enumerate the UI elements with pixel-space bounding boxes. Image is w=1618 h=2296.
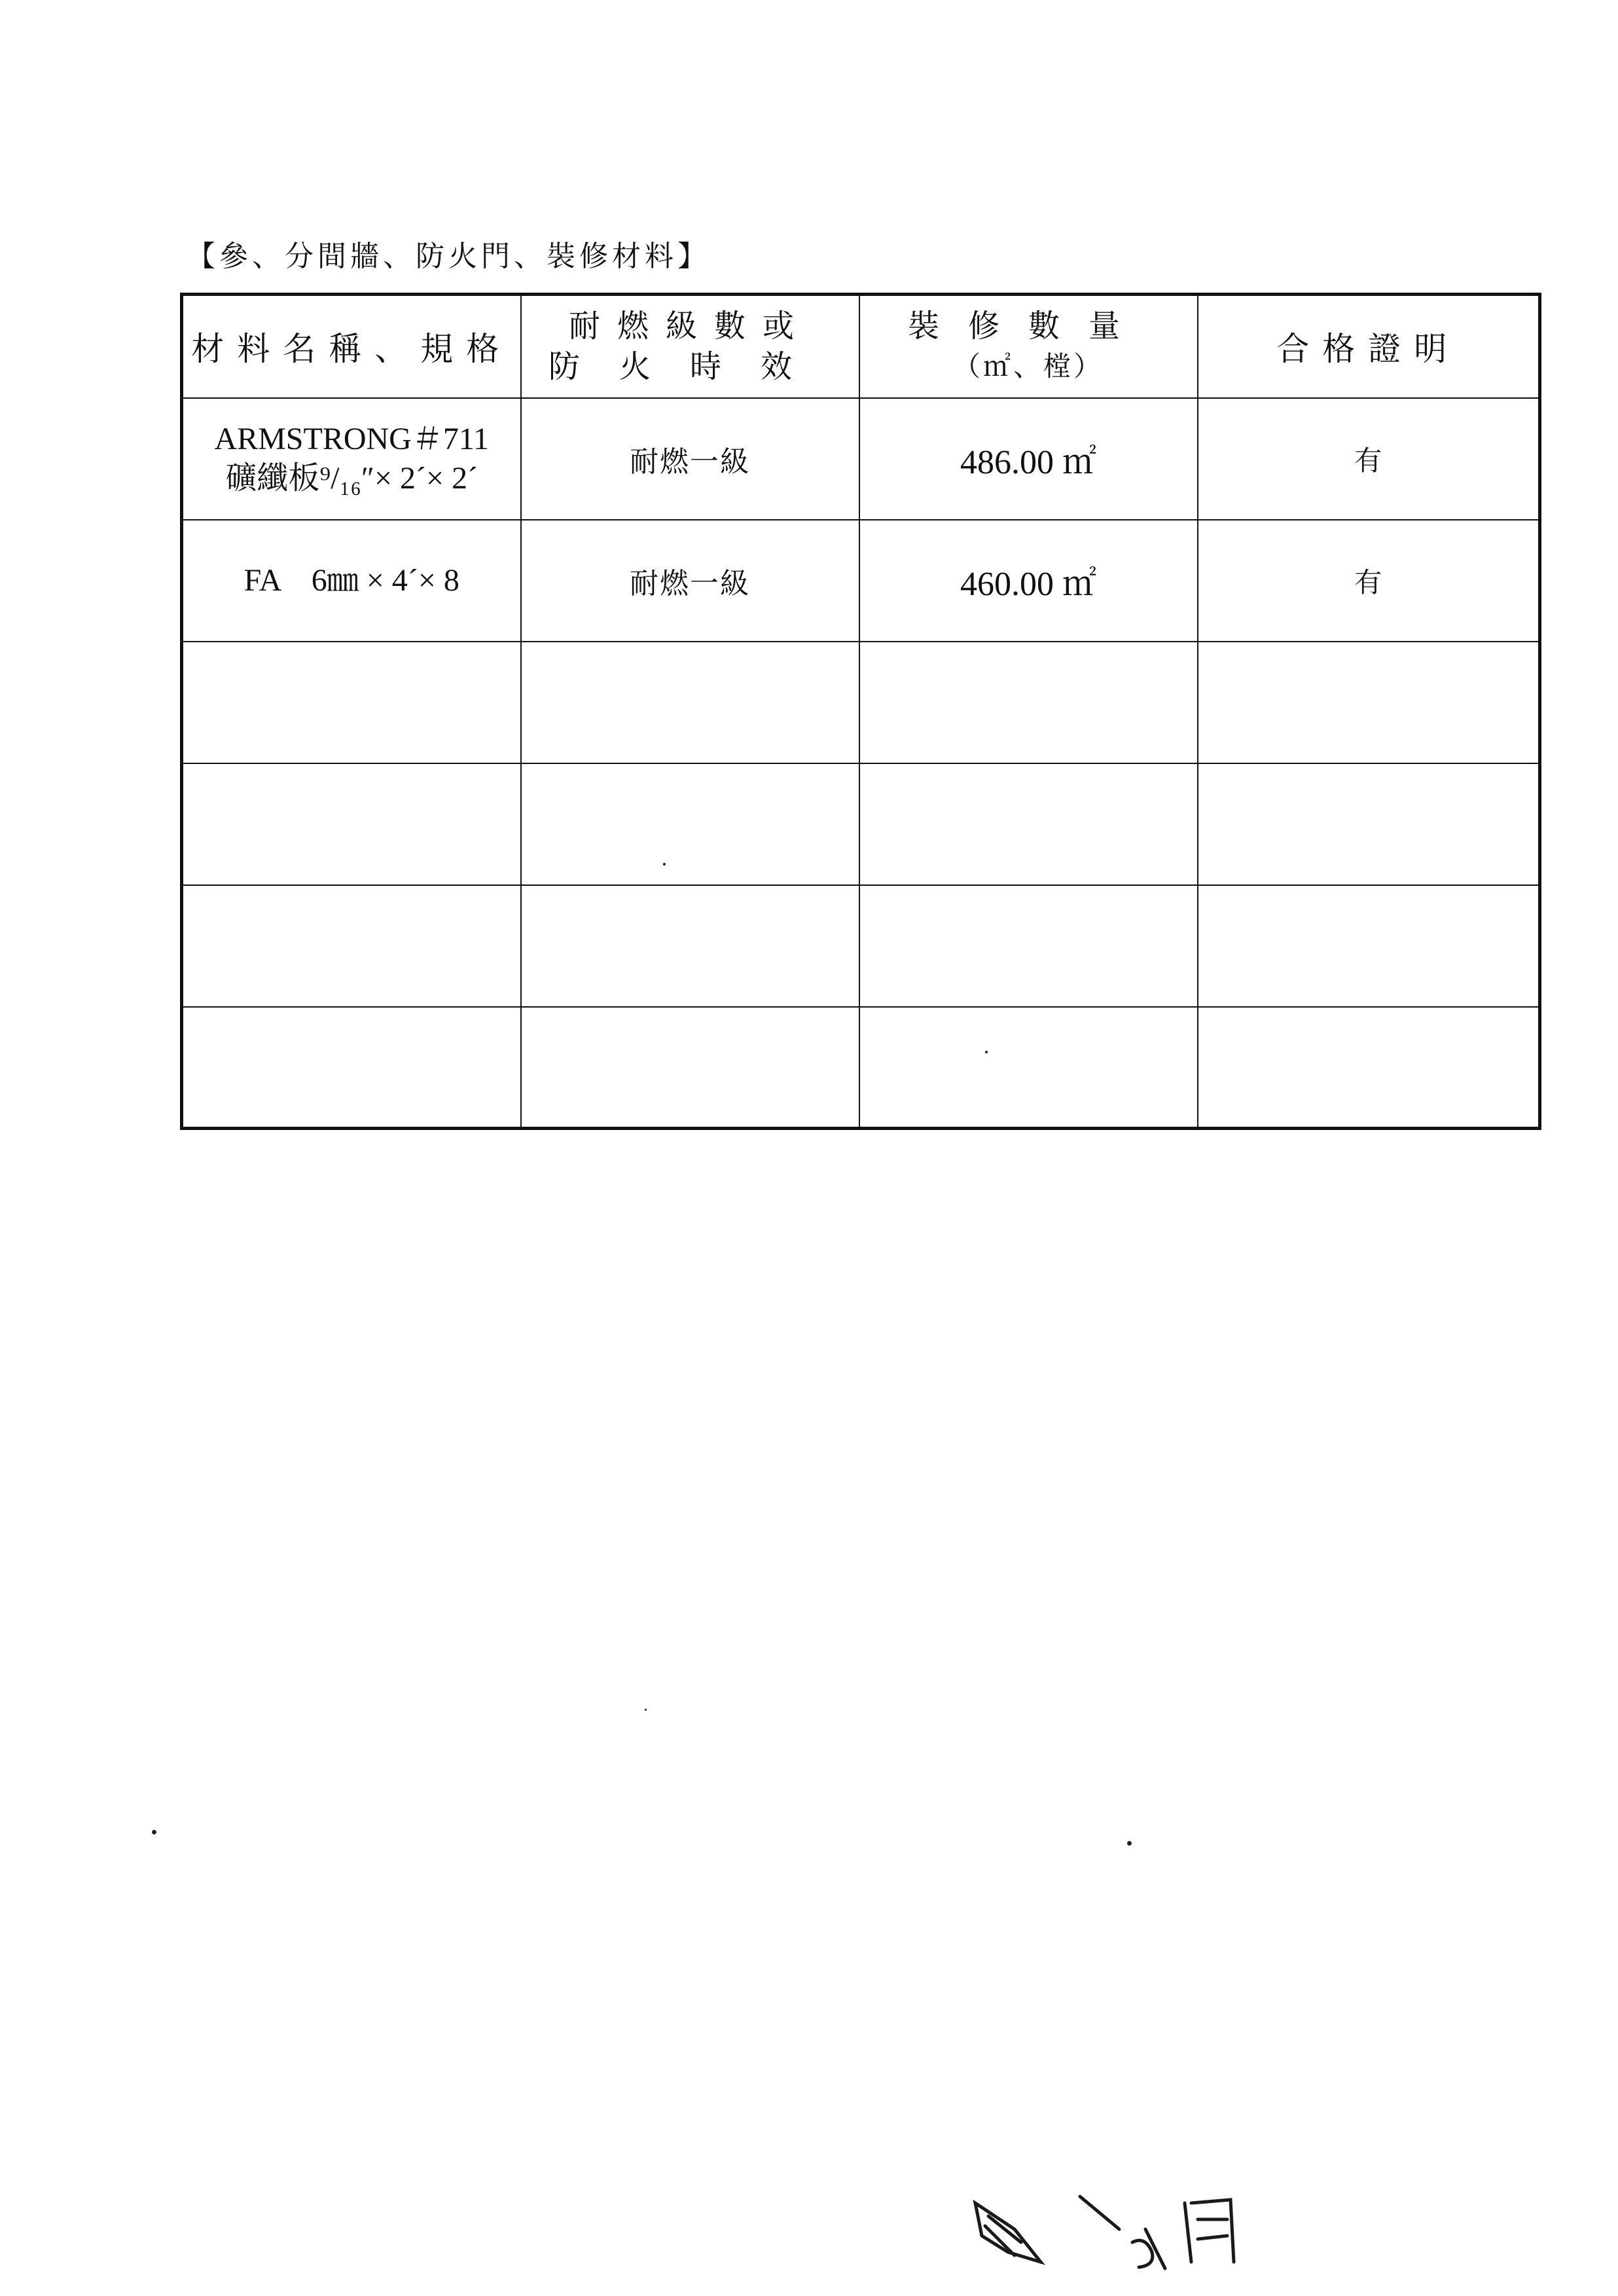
cell-quantity: 460.00 ㎡ (859, 520, 1198, 642)
section-title: 【參、分間牆、防火門、裝修材料】 (187, 240, 710, 273)
table-header-row (182, 295, 1540, 398)
header-fire-grade-line1: 耐燃級數或 (568, 308, 811, 345)
cell-quantity (859, 642, 1198, 763)
table-row (182, 1007, 1540, 1129)
cell-quantity (859, 763, 1198, 885)
table-row (182, 885, 1540, 1007)
table-row (182, 520, 1540, 642)
cell-material-name: ARMSTRONG＃711 礦纖板⁹/₁₆″× 2´× 2´ (182, 398, 521, 520)
table-row (182, 398, 1540, 520)
cell-fire-grade (521, 885, 859, 1007)
cell-fire-grade: 耐燃一級 (521, 520, 859, 642)
scan-speck (152, 1830, 156, 1834)
cell-certificate (1198, 885, 1540, 1007)
header-quantity-unit: （㎡、樘） (952, 350, 1104, 383)
header-quantity (859, 295, 1198, 398)
cell-fire-grade (521, 1007, 859, 1129)
cell-quantity (859, 885, 1198, 1007)
cell-certificate: 有 (1198, 520, 1540, 642)
cell-quantity: 486.00 ㎡ (859, 398, 1198, 520)
cell-material-name (182, 763, 521, 885)
scan-speck (985, 1051, 988, 1053)
cell-fire-grade (521, 642, 859, 763)
cell-certificate (1198, 763, 1540, 885)
header-fire-grade (521, 295, 859, 398)
cell-material-name (182, 1007, 521, 1129)
cell-fire-grade: 耐燃一級 (521, 398, 859, 520)
scan-speck (645, 1709, 647, 1711)
header-quantity-line1: 裝修數量 (907, 308, 1149, 345)
table-row (182, 642, 1540, 763)
scan-speck (663, 863, 666, 866)
cell-certificate: 有 (1198, 398, 1540, 520)
header-fire-grade-line2: 防火時效 (548, 348, 831, 386)
table-row (182, 763, 1540, 885)
cell-material-name (182, 885, 521, 1007)
cell-fire-grade (521, 763, 859, 885)
header-certificate: 合格證明 (1198, 295, 1540, 398)
cell-certificate (1198, 642, 1540, 763)
cell-quantity (859, 1007, 1198, 1129)
cell-material-name (182, 642, 521, 763)
header-material-name: 材料名稱、規格 (182, 295, 521, 398)
scan-speck (1127, 1841, 1132, 1846)
seal-stamp-icon (969, 2190, 1250, 2275)
materials-table (180, 293, 1541, 1130)
cell-material-name: FA 6㎜ × 4´× 8 (182, 520, 521, 642)
cell-certificate (1198, 1007, 1540, 1129)
